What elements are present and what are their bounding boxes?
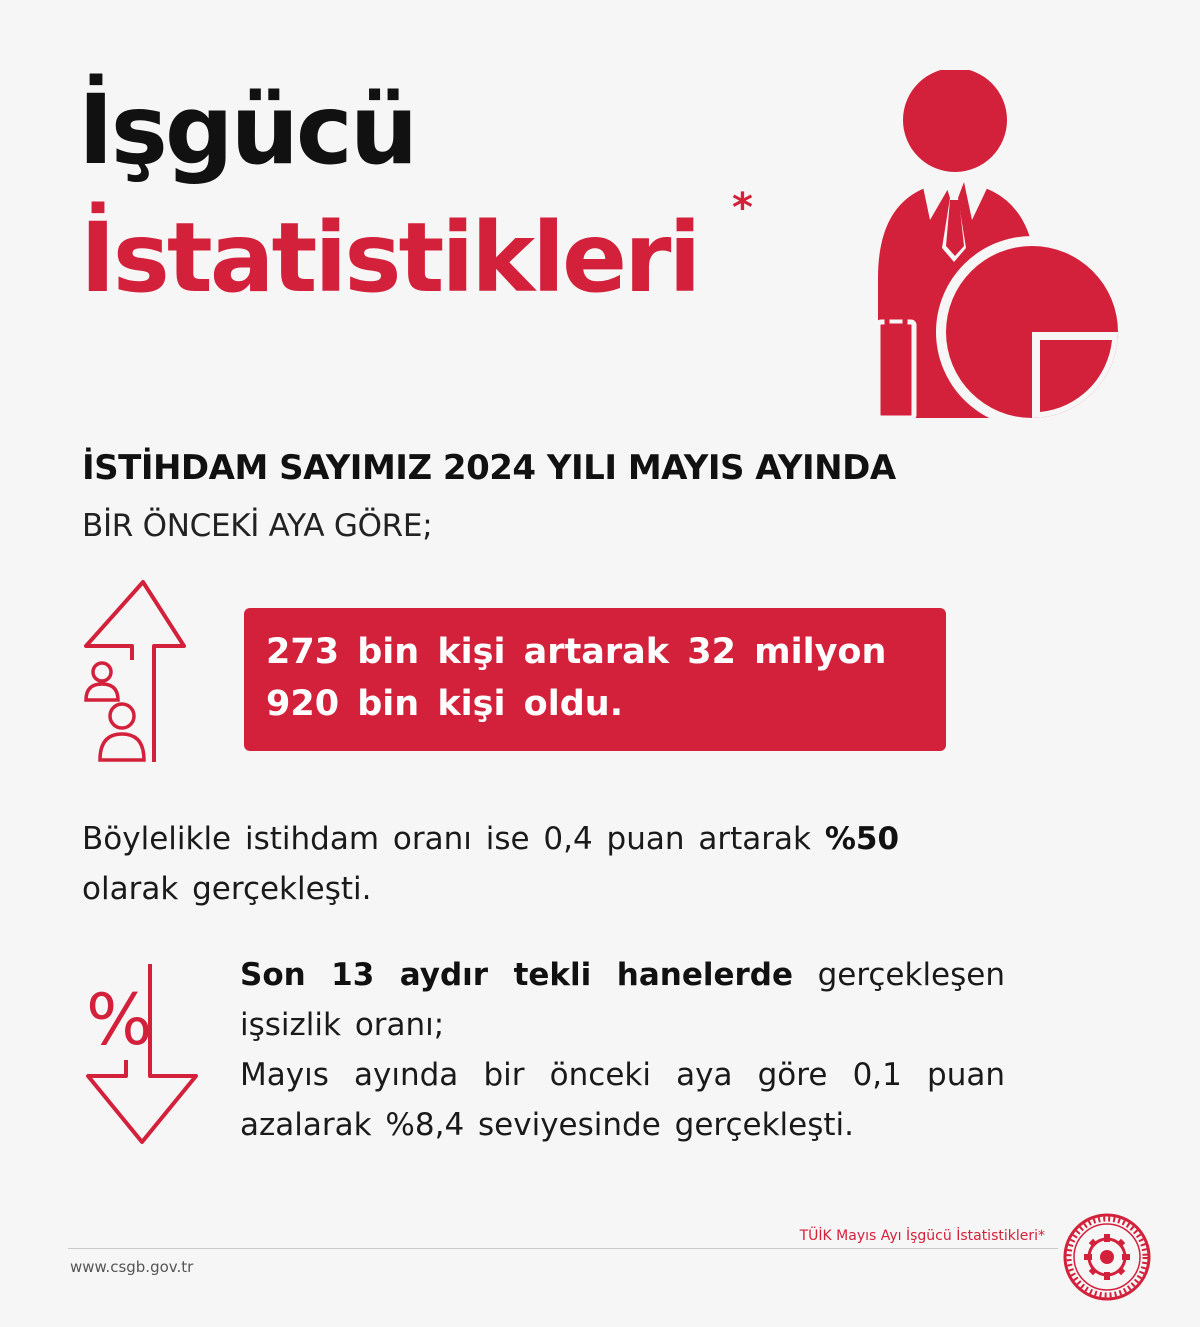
employment-rate-text: Böylelikle istihdam oranı ise 0,4 puan artarak <box>82 821 825 857</box>
title-asterisk: * <box>732 185 753 231</box>
unemployment-line-4: azalarak %8,4 seviyesinde gerçekleşti. <box>240 1107 854 1143</box>
title-line-2: İstatistikleri <box>80 202 699 314</box>
ministry-seal-icon <box>1062 1212 1152 1302</box>
employment-rate-paragraph <box>82 814 997 914</box>
down-arrow-percent-icon <box>84 960 208 1148</box>
footer-divider <box>68 1248 1058 1249</box>
unemployment-line-2: işsizlik oranı; <box>240 1007 445 1043</box>
unemployment-bold: Son 13 aydır tekli hanelerde <box>240 957 794 993</box>
employment-rate-value: %50 <box>824 821 900 857</box>
highlight-line-2: 920 bin kişi oldu. <box>266 684 623 724</box>
website-link[interactable]: www.csgb.gov.tr <box>70 1258 194 1276</box>
employment-rate-text-end: olarak gerçekleşti. <box>82 871 372 907</box>
unemployment-normal: gerçekleşen <box>793 957 1006 993</box>
unemployment-line-3: Mayıs ayında bir önceki aya göre 0,1 puan <box>240 1057 1005 1093</box>
worker-with-pie-chart-icon <box>860 70 1130 430</box>
subheadline: BİR ÖNCEKİ AYA GÖRE; <box>82 508 433 544</box>
up-arrow-people-icon <box>80 574 206 766</box>
source-note: TÜİK Mayıs Ayı İşgücü İstatistikleri* <box>799 1228 1045 1244</box>
highlight-line-1: 273 bin kişi artarak 32 milyon <box>266 632 887 672</box>
highlight-box <box>244 608 946 751</box>
percent-glyph: % <box>86 979 153 1061</box>
headline: İSTİHDAM SAYIMIZ 2024 YILI MAYIS AYINDA <box>82 448 896 488</box>
unemployment-paragraph <box>240 950 1005 1150</box>
title-line-1: İşgücü <box>78 74 416 186</box>
